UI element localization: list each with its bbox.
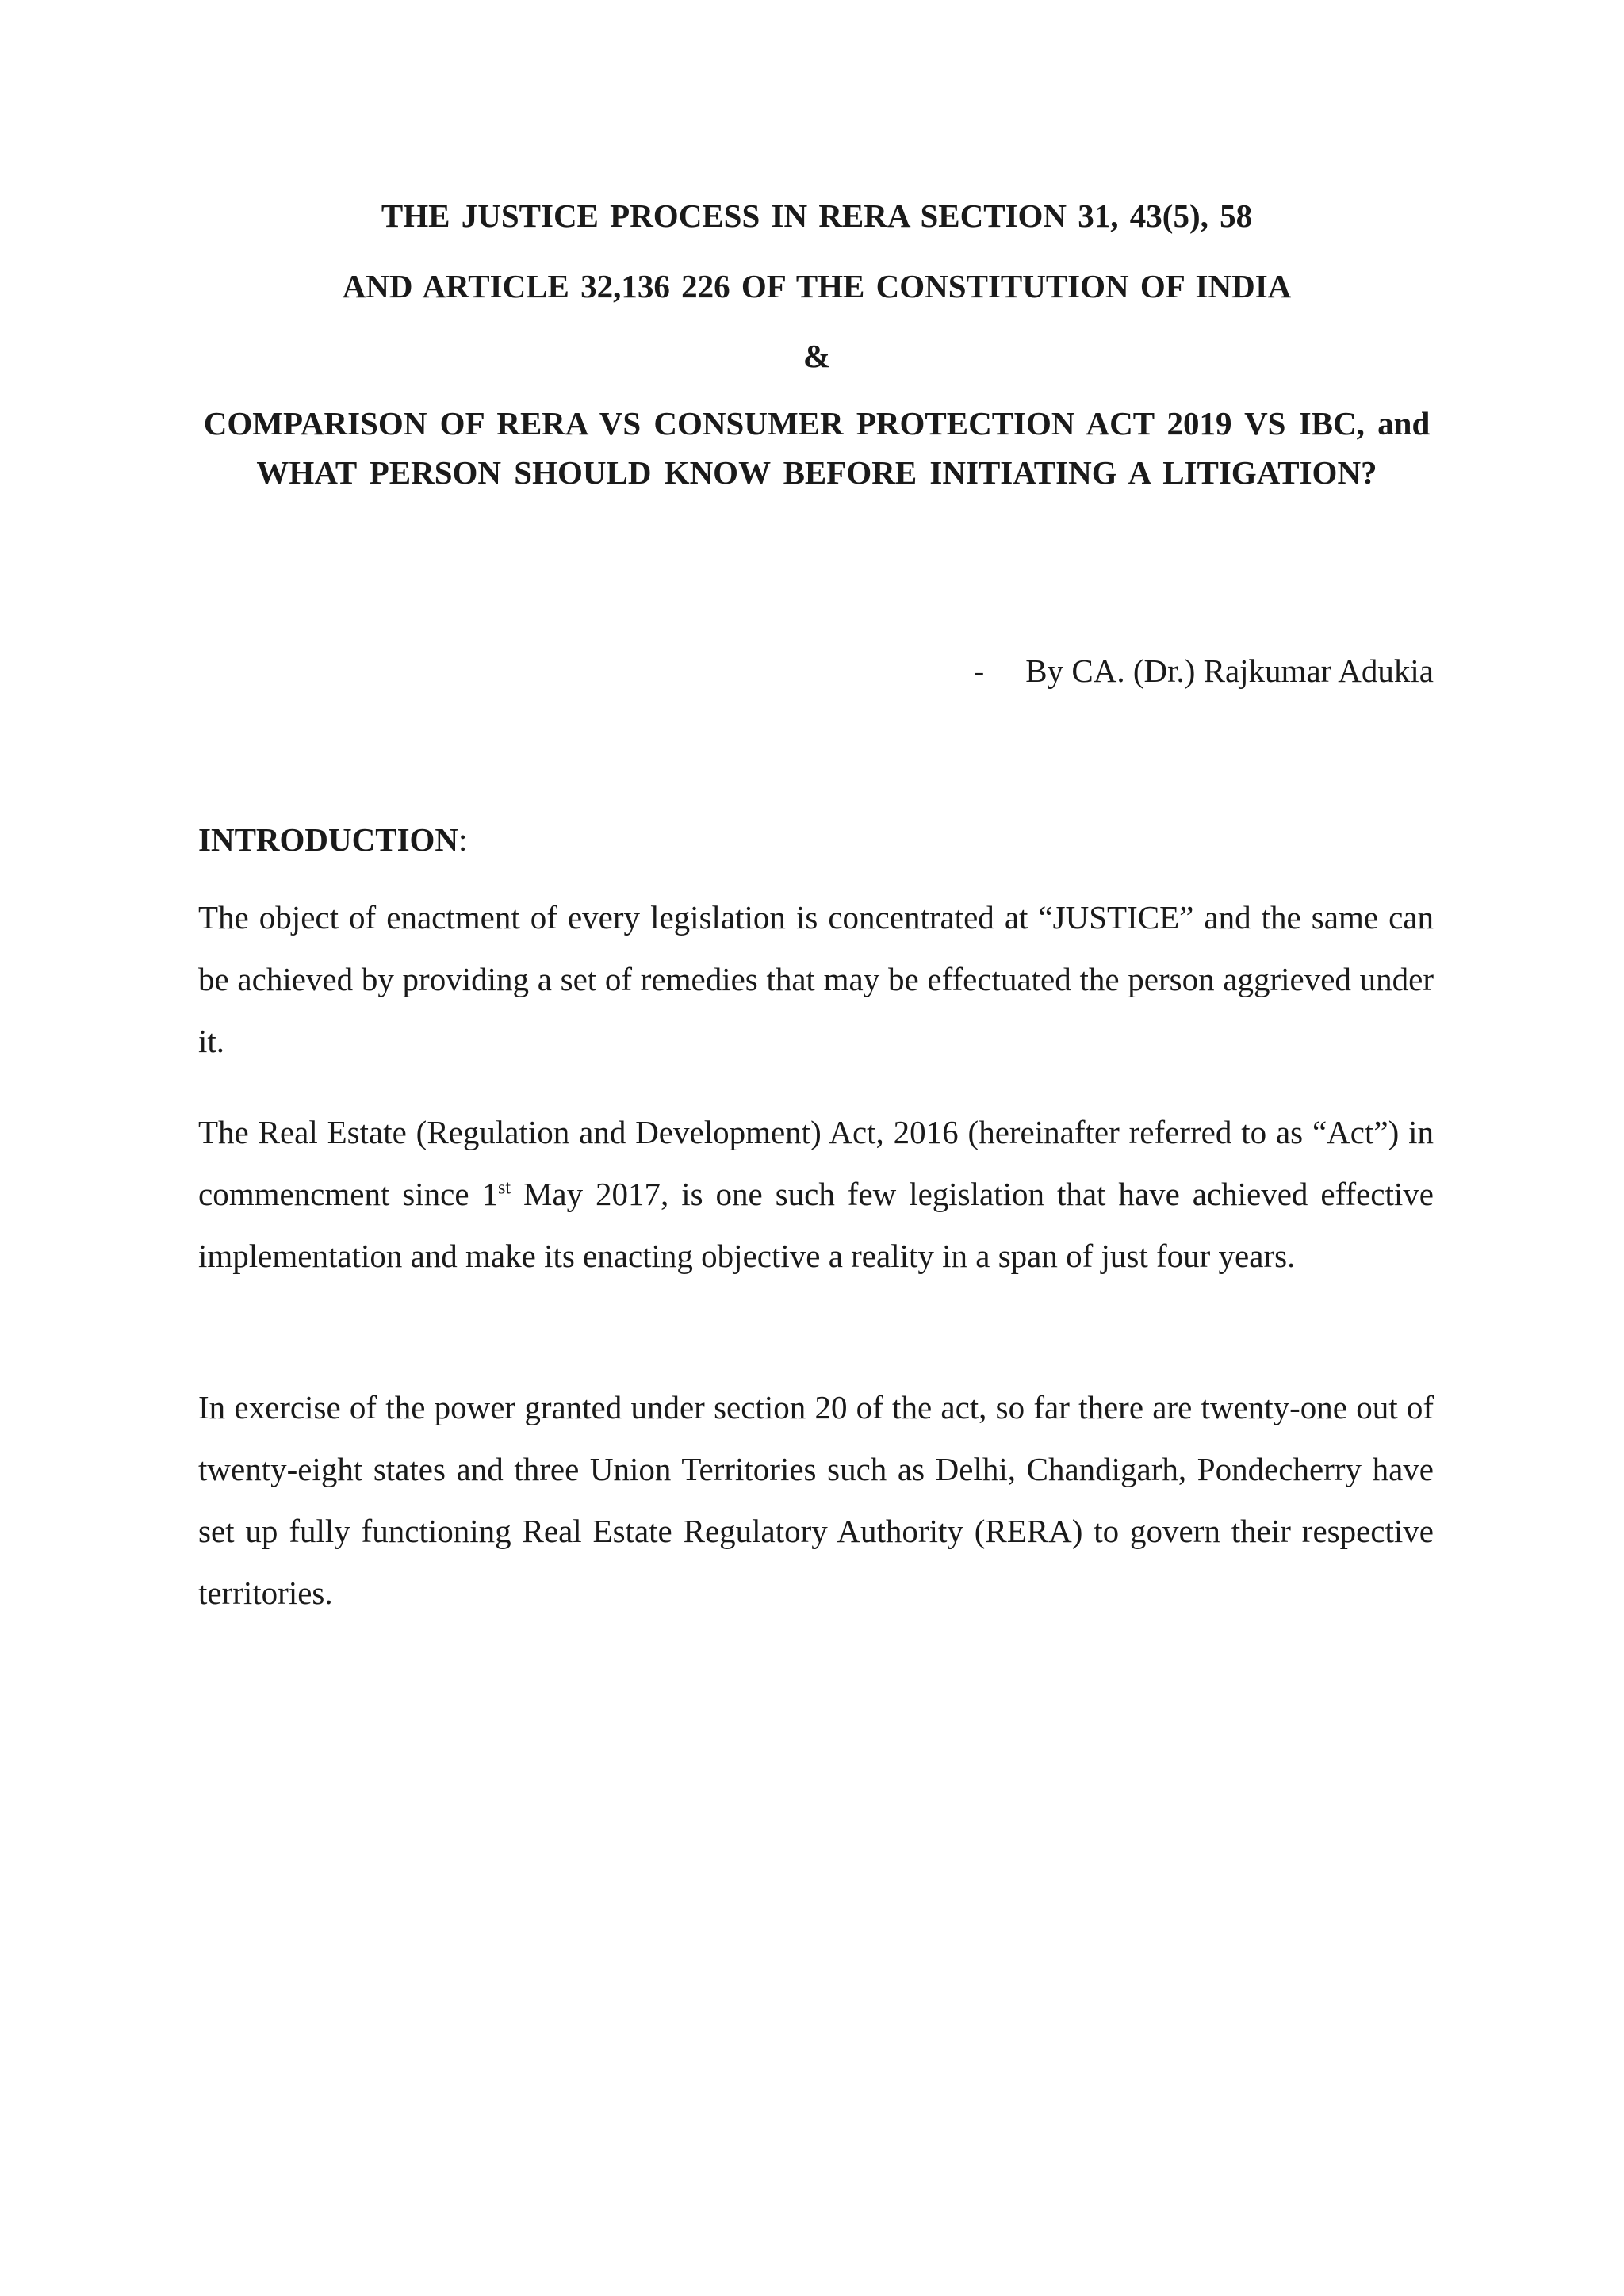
author-byline xyxy=(936,652,1434,690)
para2-superscript: st xyxy=(498,1177,511,1199)
title-ampersand: & xyxy=(802,338,831,374)
title-line-2: AND ARTICLE 32,136 226 OF THE CONSTITUTION OF INDIA xyxy=(342,268,1292,304)
byline-dash: - xyxy=(973,652,985,689)
title-line-3: COMPARISON OF RERA VS CONSUMER PROTECTION ACT 2019 VS IBC, and WHAT PERSON SHOULD KNOW BEFORE INITIATING A LITIGATION? xyxy=(203,405,1431,491)
author-name: By CA. (Dr.) Rajkumar Adukia xyxy=(1025,652,1434,689)
heading-colon: : xyxy=(458,821,468,858)
para2-text-after: May 2017, is one such few legislation that have achieved effective implementation and make its enacting objective a reality in a span of just four years. xyxy=(198,1176,1434,1274)
section-heading xyxy=(198,821,467,859)
para2-text-before: The Real Estate (Regulation and Development) Act, 2016 (hereinafter referred to as “Act”) in commencment since 1 xyxy=(198,1114,1434,1212)
title-line-1: THE JUSTICE PROCESS IN RERA SECTION 31, 43(5), 58 xyxy=(381,197,1253,234)
intro-paragraph-1: The object of enactment of every legislation is concentrated at “JUSTICE” and the same can be achieved by providing a set of remedies that may be effectuated the person aggrieved under it. xyxy=(198,899,1434,1059)
intro-paragraph-2 xyxy=(198,1101,1434,1287)
intro-paragraph-3: In exercise of the power granted under section 20 of the act, so far there are twenty-one out of twenty-eight states and three Union Territories such as Delhi, Chandigarh, Pondecherry have set up fully functioning Real Estate Regulatory Authority (RERA) to govern their respective territories. xyxy=(198,1389,1434,1611)
introduction-heading: INTRODUCTION xyxy=(198,821,459,858)
